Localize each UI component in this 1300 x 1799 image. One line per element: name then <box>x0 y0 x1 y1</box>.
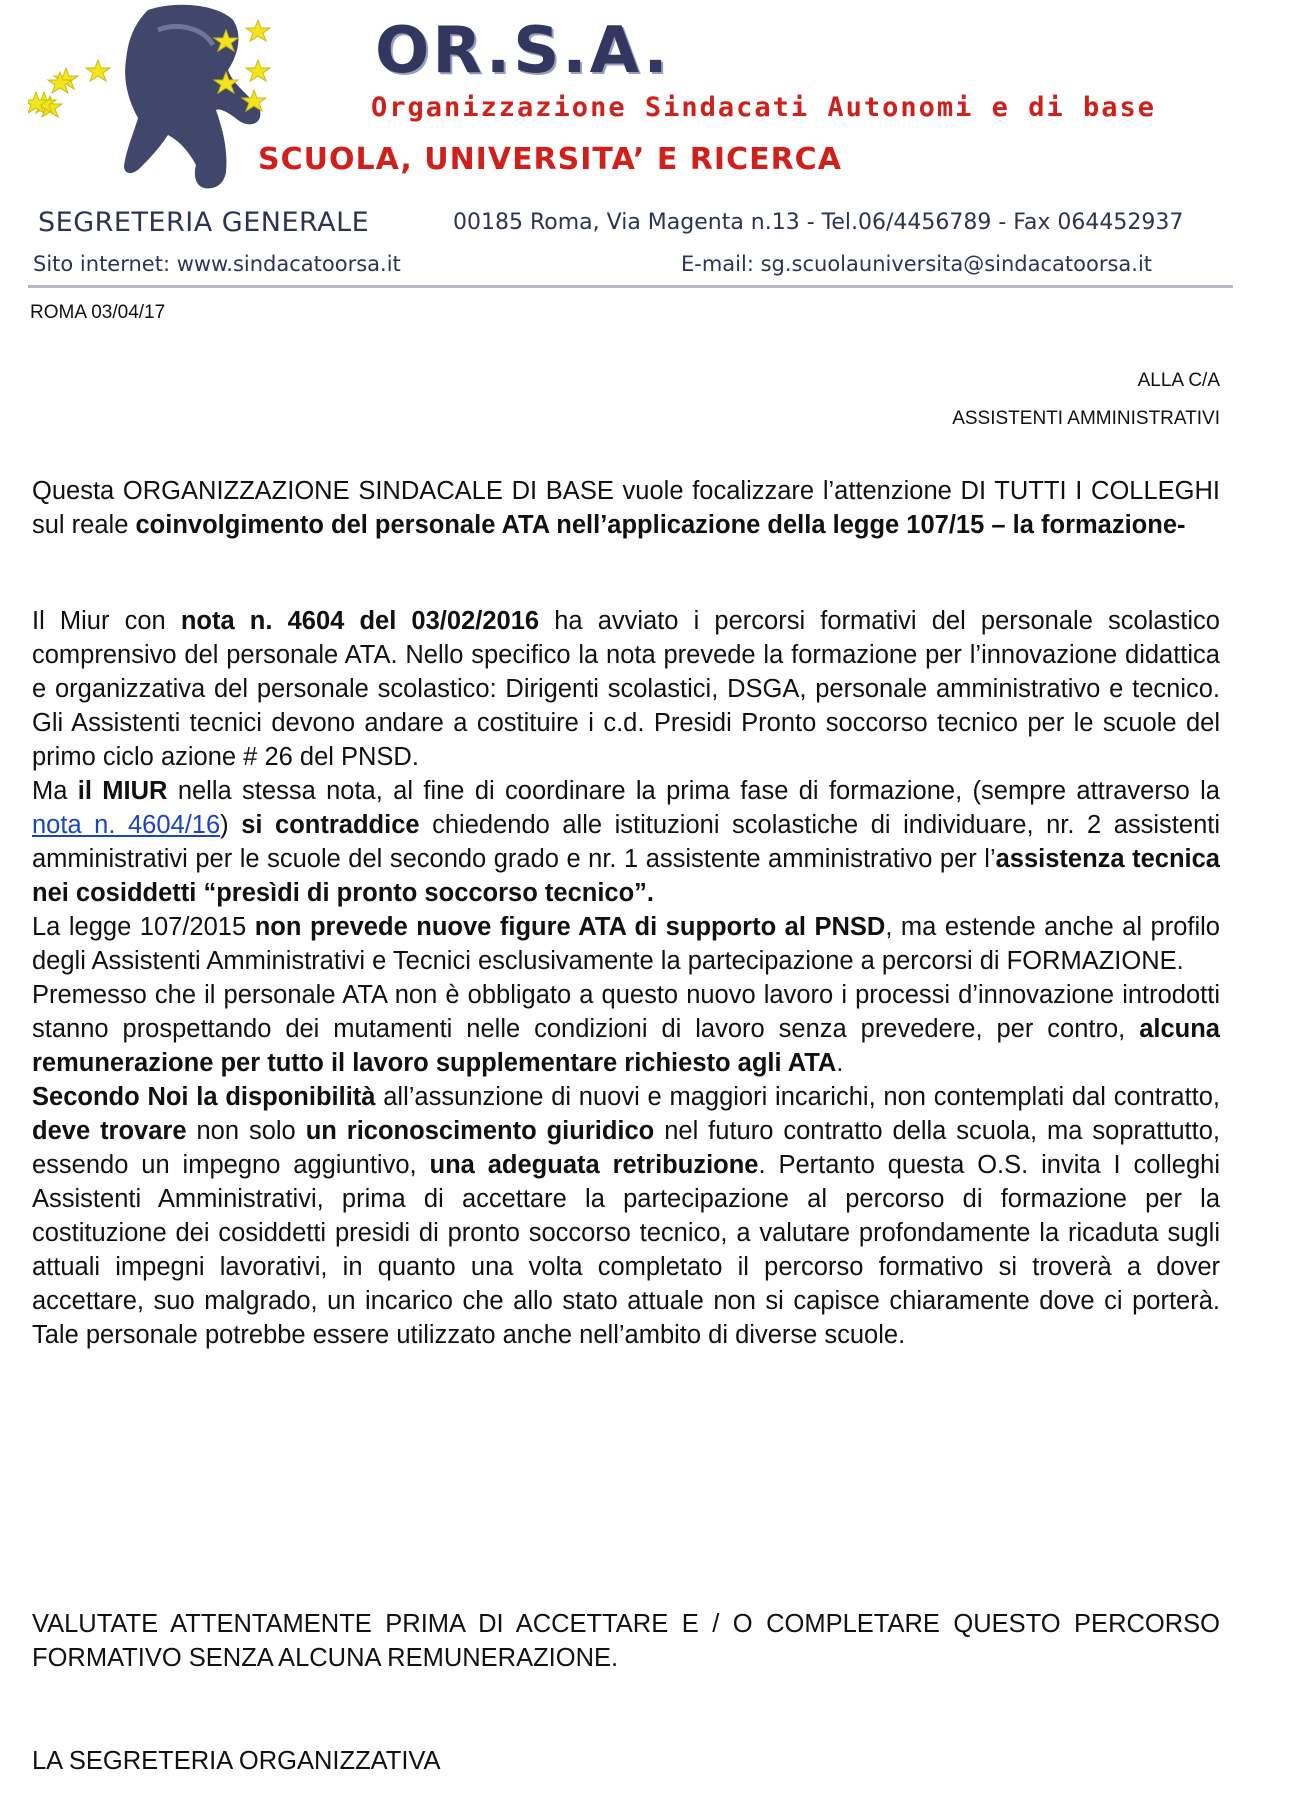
org-email: E-mail: sg.scuolauniversita@sindacatoorsa.it <box>681 252 1153 276</box>
bold-run: si contraddice <box>241 811 420 839</box>
bold-run: il MIUR <box>77 777 168 805</box>
text-run: Premesso che il personale ATA non è obbligato a questo nuovo lavoro i processi d’innovazione introdotti stanno prospettando dei mutamenti nelle condizioni di lavoro senza prevedere, per contro, <box>32 981 1220 1043</box>
recipient-line-2: ASSISTENTI AMMINISTRATIVI <box>952 408 1220 429</box>
org-title: OR.S.A. <box>375 14 671 88</box>
letterhead-divider <box>28 285 1233 288</box>
bold-run: nota n. 4604 del 03/02/2016 <box>180 607 540 635</box>
text-run: chiedendo alle istituzioni scolastiche di individuare, nr. 2 assistenti amministrativi per le scuole del secondo grado e nr. 1 assistente amministrativo per l’ <box>32 811 1220 873</box>
text-run: Ma <box>32 777 78 805</box>
org-subtitle: Organizzazione Sindacati Autonomi e di base <box>371 92 1156 123</box>
org-address: 00185 Roma, Via Magenta n.13 - Tel.06/4456789 - Fax 064452937 <box>453 210 1184 235</box>
bold-run: deve trovare <box>32 1117 187 1145</box>
paragraph-5 <box>32 1080 1220 1352</box>
text-run: ha avviato i percorsi formativi del personale scolastico comprensivo del personale ATA. Nello specifico la nota prevede la formazione per l’innovazione didattica e organizzativa del personale scolastico: Dirigenti scolastici, DSGA, personale amministrativo e tecnico. Gli Assistenti tecnici devono andare a costituire i c.d. Presidi Pronto soccorso tecnico per le scuole del primo ciclo azione # 26 del PNSD. <box>32 607 1220 771</box>
text-run: . Pertanto questa O.S. invita I colleghi Assistenti Amministrativi, prima di accettare la partecipazione al percorso di formazione per la costituzione dei cosiddetti presidi di pronto soccorso tecnico, a valutare profondamente la ricaduta sugli attuali impegni lavorativi, in quanto una volta completato il percorso formativo si troverà a dover accettare, suo malgrado, un incarico che allo stato attuale non si capisce chiaramente dove ci porterà. Tale personale potrebbe essere utilizzato anche nell’ambito di diverse scuole. <box>32 1151 1220 1349</box>
bold-run: un riconoscimento giuridico <box>305 1117 655 1145</box>
bold-run: alcuna remunerazione per tutto il lavoro supplementare richiesto agli ATA <box>32 1015 1220 1077</box>
recipient-block <box>952 362 1220 438</box>
intro-paragraph <box>32 474 1220 542</box>
bold-run: non prevede nuove figure ATA di supporto al PNSD <box>254 913 886 941</box>
text-run: Il Miur con <box>32 607 181 635</box>
letter-date: ROMA 03/04/17 <box>30 302 166 323</box>
org-sector: SCUOLA, UNIVERSITA’ E RICERCA <box>258 142 842 177</box>
intro-text: Questa ORGANIZZAZIONE SINDACALE DI BASE vuole focalizzare l’attenzione DI TUTTI I COLLEGHI sul reale <box>32 477 1220 539</box>
letter-body <box>32 604 1220 1352</box>
closing-paragraph: VALUTATE ATTENTAMENTE PRIMA DI ACCETTARE E / O COMPLETARE QUESTO PERCORSO FORMATIVO SENZA ALCUNA REMUNERAZIONE. <box>32 1610 1220 1672</box>
nota-link[interactable]: nota n. 4604/16 <box>32 811 221 839</box>
text-run: . <box>836 1049 844 1077</box>
bold-run: una adeguata retribuzione <box>429 1151 759 1179</box>
bear-icon <box>124 5 260 189</box>
text-run: La legge 107/2015 <box>32 913 255 941</box>
bold-run: assistenza tecnica nei cosiddetti “presìdi di pronto soccorso tecnico”. <box>32 845 1220 907</box>
text-run: non solo <box>186 1117 306 1145</box>
text-run: , ma estende anche al profilo degli Assistenti Amministrativi e Tecnici esclusivamente la partecipazione a percorsi di FORMAZIONE. <box>32 913 1220 975</box>
bold-run: Secondo Noi la disponibilità <box>32 1083 376 1111</box>
intro-bold: coinvolgimento del personale ATA nell’applicazione della legge 107/15 – la formazione- <box>135 511 1186 539</box>
text-run: ) <box>220 811 242 839</box>
text-run: nel futuro contratto della scuola, ma soprattutto, essendo un impegno aggiuntivo, <box>32 1117 1220 1179</box>
secretary-label: SEGRETERIA GENERALE <box>38 207 370 238</box>
paragraph-4 <box>32 978 1220 1080</box>
paragraph-3 <box>32 910 1220 978</box>
signature: LA SEGRETERIA ORGANIZZATIVA <box>32 1747 441 1775</box>
letterhead <box>28 0 1233 293</box>
paragraph-2 <box>32 774 1220 910</box>
paragraph-1 <box>32 604 1220 774</box>
recipient-line-1: ALLA C/A <box>1137 370 1220 391</box>
text-run: nella stessa nota, al fine di coordinare la prima fase di formazione, (sempre attraverso la <box>167 777 1220 805</box>
org-website: Sito internet: www.sindacatoorsa.it <box>33 252 401 276</box>
text-run: all’assunzione di nuovi e maggiori incarichi, non contemplati dal contratto, <box>375 1083 1221 1111</box>
